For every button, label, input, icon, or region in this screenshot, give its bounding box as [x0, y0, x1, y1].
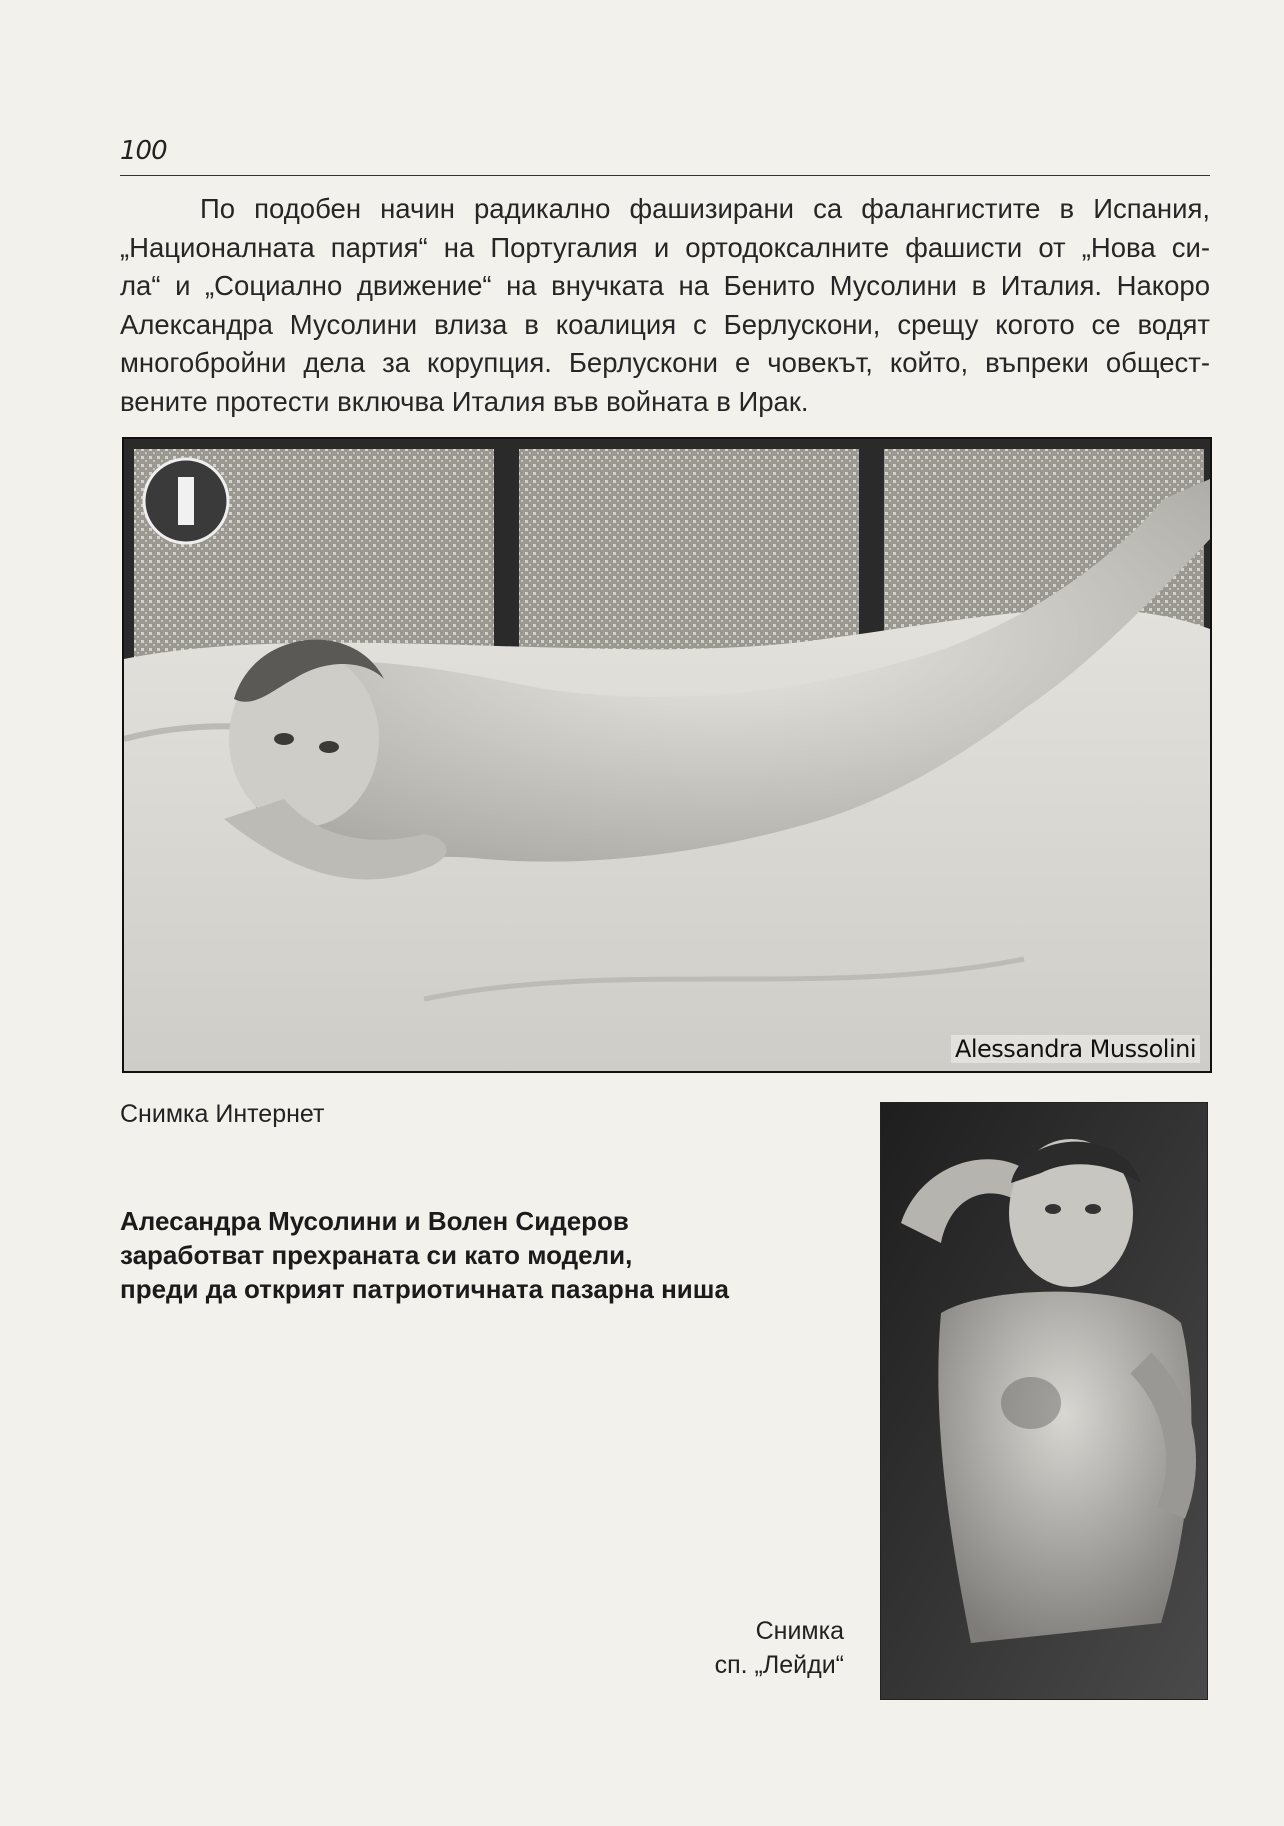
- body-paragraph: [120, 190, 1210, 421]
- credit-line: Снимка: [755, 1617, 844, 1645]
- header-rule: [120, 175, 1210, 176]
- headline-line: преди да открият патриотичната пазарна ниша: [120, 1274, 729, 1304]
- main-photo: [122, 437, 1212, 1073]
- headline: [120, 1204, 840, 1306]
- photo-credit: [715, 1614, 844, 1682]
- body-line: „Националната партия“ на Португалия и ортодоксалните фашисти от „Нова си-: [120, 231, 1210, 263]
- shirtless-man-photo: [881, 1103, 1207, 1699]
- headline-line: заработват прехраната си като модели,: [120, 1240, 633, 1270]
- reclining-woman-photo: [124, 439, 1210, 1071]
- body-line: Александра Мусолини влиза в коалиция с Берлускони, срещу когото се водят: [120, 308, 1210, 340]
- photo-caption: Снимка Интернет: [120, 1100, 325, 1128]
- body-line: По подобен начин радикално фашизирани са фалангистите в Испания,: [200, 193, 1210, 224]
- photo-credit-overlay: Alessandra Mussolini: [951, 1035, 1200, 1063]
- side-photo: [880, 1102, 1208, 1700]
- body-line: ла“ и „Социално движение“ на внучката на Бенито Мусолини в Италия. Накоро: [120, 270, 1210, 301]
- body-line: вените протести включва Италия във войната в Ирак.: [120, 385, 809, 417]
- credit-line: сп. „Лейди“: [714, 1651, 844, 1679]
- body-line: многобройни дела за корупция. Берлускони е човекът, който, въпреки общест-: [120, 347, 1210, 378]
- page-number: 100: [120, 136, 167, 166]
- headline-line: Алесандра Мусолини и Волен Сидеров: [120, 1206, 629, 1236]
